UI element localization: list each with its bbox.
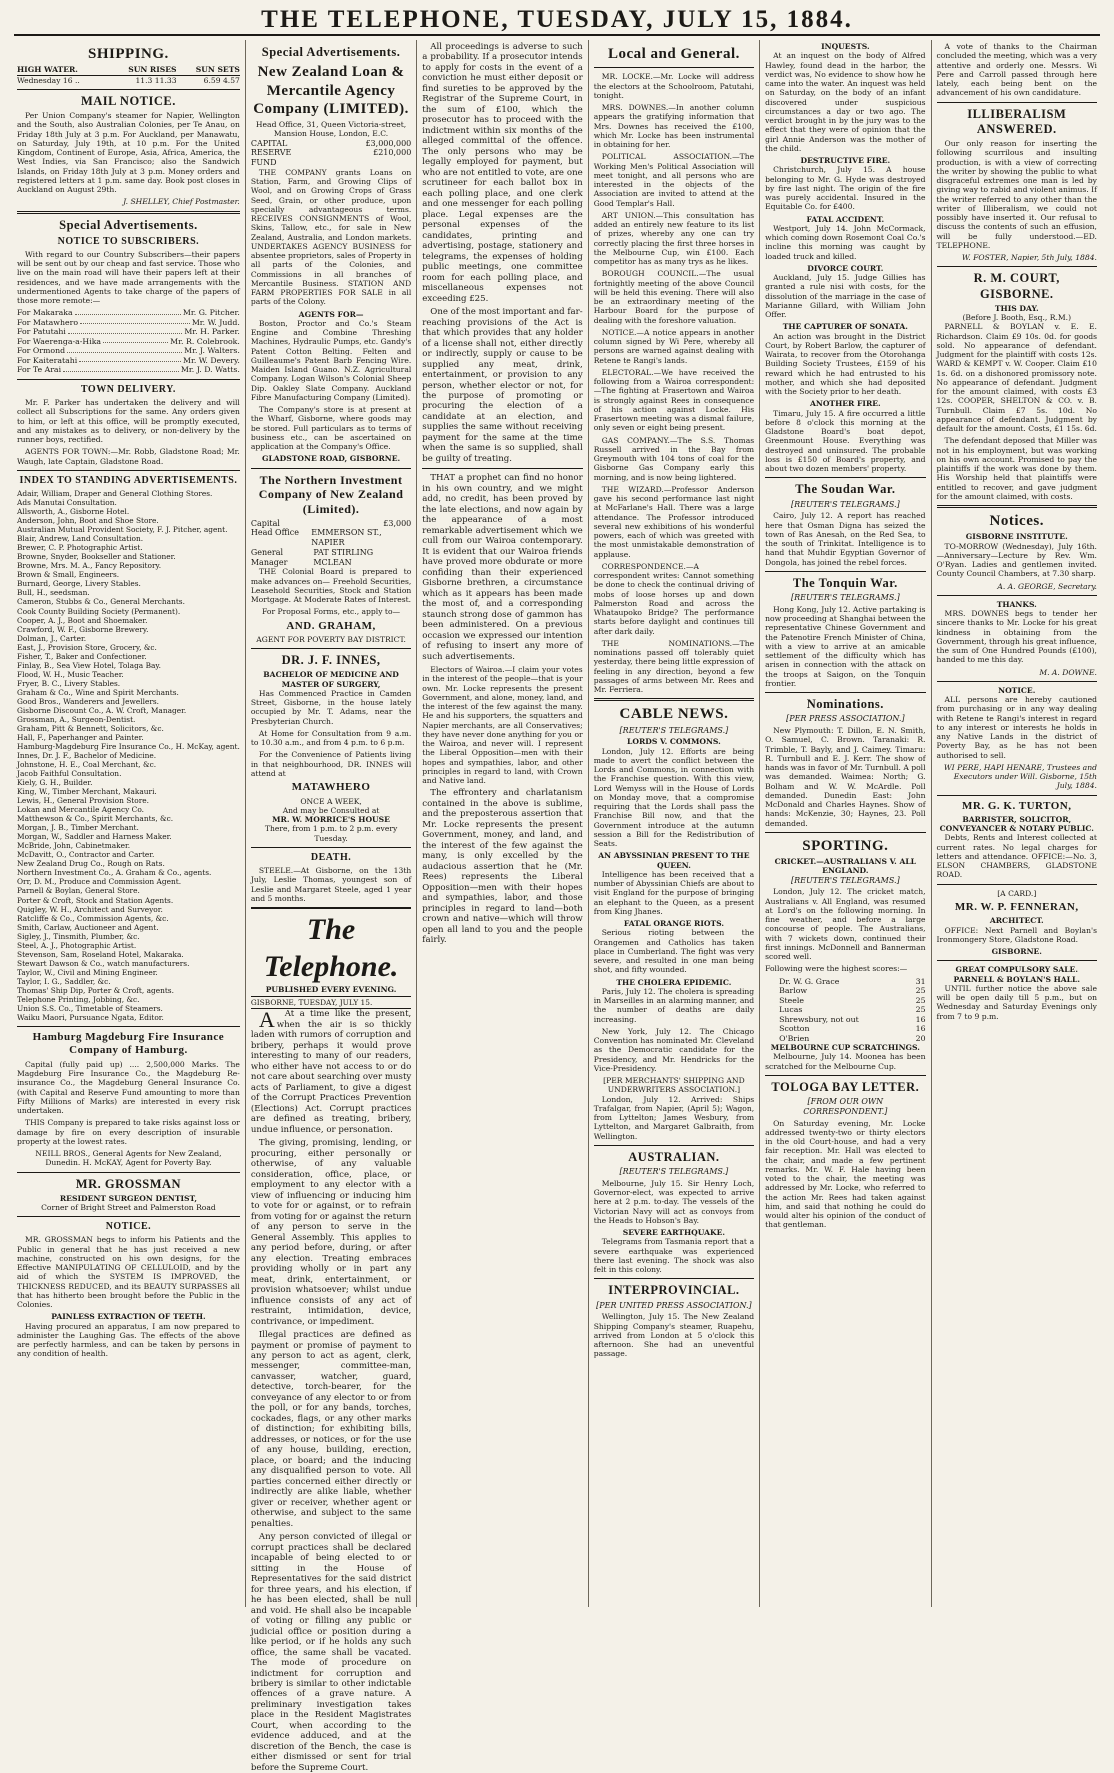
local-item: POLITICAL ASSOCIATION.—The Working Men's Political Association will meet tonight, and all persons who are interested in the objects of the Association are invited to attend at the Good Templar's Hall. xyxy=(593,152,755,208)
sale-subtitle: PARNELL & BOYLAN'S HALL. xyxy=(953,974,1081,984)
index-item: Blair, Andrew, Land Consultation. xyxy=(17,534,144,544)
divorce-text: Auckland, July 15. Judge Gillies has granted a rule nisi with costs, for the dissolution of the marriage in the case of Marianne Gillard, with William John Offer. xyxy=(765,273,926,319)
melbourne-cup-text: Melbourne, July 14. Moonea has been scratched for the Melbourne Cup. xyxy=(765,1052,926,1071)
inquests-text: At an inquest on the body of Alfred Hawley, found dead in the harbor, the verdict was, No evidence to show how he came into the water. An inquest was held on Saturday, on the body of an infant discovered under suspicious circumstances a day or two ago. The verdict brought in by the jury was to the effect that they were of opinion that the girl Annie Anderson was the mother of the child. xyxy=(765,51,926,153)
index-item: Jacob Faithful Consultation. xyxy=(17,769,122,779)
scores-heading: Following were the highest scores:— xyxy=(765,964,908,974)
index-item: Browne, Snyder, Bookseller and Stationer. xyxy=(17,552,176,562)
accident-heading: FATAL ACCIDENT. xyxy=(806,214,885,224)
index-item: Sigley, J., Tinsmith, Plumber, &c. xyxy=(17,931,140,941)
publication-date-text: GISBORNE, TUESDAY, JULY 15. xyxy=(250,998,373,1008)
fire-text: Christchurch, July 15. A house belonging to Mr. G. Hyde was destroyed by fire last night. The origin of the fire was purely accidental. Insured in the Equitable Co. for £400. xyxy=(765,165,926,212)
index-item: Steel, A. J., Photographic Artist. xyxy=(17,940,137,950)
mail-notice-text: Per Union Company's steamer for Napier, Wellington and the South, also Australian Colonies, per Te Anau, on Friday 18th July at 3 p.m. For Auckland, per Manawatu, on Saturday, July 19th, at 10 p.m. For the United Kingdom, Continent of Europe, Asia, Africa, America, the West Indies, via San Francisco; also the Sandwich Islands, on Friday 18th July at 3 p.m. Money orders and registered letters at 1 p.m. same day. Book post closes in Auckland on August 29th. xyxy=(17,111,240,195)
earthquake-heading: SEVERE EARTHQUAKE. xyxy=(622,1228,726,1238)
accident-text: Westport, July 14. John McCormack, which coming down Rosemont Coal Co.'s incline this morning was caught by loaded truck and killed. xyxy=(765,223,926,261)
page-columns xyxy=(12,40,1102,1773)
northern-investment-heading: The Northern Investment Company of New Zealand (Limited). xyxy=(258,472,404,516)
index-item: Gisborne Discount Co., A. W. Croft, Manager. xyxy=(17,705,187,715)
capturer-text: An action was brought in the District Court, by Robert Barlow, the capturer of Wairata, to recover from the Otorohanga Building Society Trustees, £159 of his reward which he had entrusted to his mother, and which she had deposited with the Society prior to her death. xyxy=(765,331,926,396)
fenneran-text: OFFICE: Next Parnell and Boylan's Ironmongery Store, Gladstone Road. xyxy=(936,925,1097,944)
institute-text: TO-MORROW (Wednesday), July 16th.—Anniversary—Lecture by Rev. Wm. O'Ryan. Ladies and gentlemen invited. County Council Chambers, at 7.30 sharp. xyxy=(936,541,1097,579)
list-item: For Kaiteratahi Mr. W. Devery. xyxy=(17,355,240,365)
innes-heading: DR. J. F. INNES, xyxy=(281,653,381,668)
index-item: Flood, W. H., Music Teacher. xyxy=(17,669,124,679)
leader-continuation: All proceedings is adverse to such a probability. If a prosecutor intends to apply for costs in the event of a conviction he must either deposit or find sureties to be approved by the Registrar of the Supreme Court, in the sum of £100, which the prosecutor has to proceed with the indictment within six months of the alleged committal of the offence. The only persons who may be legally employed for payment, but who are not entitled to vote, are one scrutineer for each ballot box in each polling place, and one clerk and one messenger for each polling place. Legal expenses are the personal expenses of the candidates, printing and advertising, postage, stationery and telegrams, the expenses of holding public meetings, one committee room for each polling place, and miscellaneous expenses not exceeding £25. xyxy=(422,42,583,304)
index-item: Matthewson & Co., Spirit Merchants, &c. xyxy=(17,814,174,824)
tides-label: HIGH WATER. xyxy=(17,65,107,75)
index-item: Graham & Co., Wine and Spirit Merchants. xyxy=(17,687,179,697)
newspaper-nameplate: The Telephone. xyxy=(251,907,411,985)
tologa-bay-heading: TOLOGA BAY LETTER. xyxy=(771,1079,920,1094)
score-row: Lucas 25 xyxy=(779,1005,926,1015)
nominations-source: [PER PRESS ASSOCIATION.] xyxy=(786,714,905,724)
earthquake-text: Telegrams from Tasmania report that a severe earthquake was experienced there last evening. The shock was also felt in this colony. xyxy=(593,1237,755,1275)
sporting-heading: SPORTING. xyxy=(802,837,889,854)
index-item: Innes, Dr. J. F., Bachelor of Medicine. xyxy=(17,751,157,761)
index-item: Cook County Building Society (Permanent). xyxy=(17,606,181,616)
cable-subhead: FATAL ORANGE RIOTS. xyxy=(623,919,725,929)
local-item: ART UNION.—This consultation has added an entirely new feature to its list of prizes, whereby any one can try correctly placing the first three horses in the Melbourne Cup, win £100. Each competitor has as many trys as he likes. xyxy=(593,210,755,267)
local-item: NOTICE.—A notice appears in another column signed by Wi Pere, whereby all persons are warned against dealing with Retene te Rangi's lands. xyxy=(593,327,755,365)
turton-subtitle: BARRISTER, SOLICITOR, CONVEYANCER & NOTARY PUBLIC. xyxy=(939,814,1094,834)
turton-text: Debts, Rents and Interest collected at current rates. No legal charges for letters and attendance. OFFICE:—No. 3, ELSON CHAMBERS, GLADSTONE ROAD. xyxy=(936,833,1097,880)
fenneran-heading: MR. W. P. FENNERAN, xyxy=(954,900,1079,913)
innes-text-2: For the Convenience of Patients living in that neighbourhood, DR. INNES will attend at xyxy=(250,750,412,778)
illiberalism-heading: ILLIBERALISM ANSWERED. xyxy=(967,106,1067,136)
grossman-notice-text: MR. GROSSMAN begs to inform his Patients and the Public in general that he has just received a new machine, constructed on his own designs, for the Effective MANIPULATING OF CELLULOID, and by the aid of which the SYSTEM IS IMPROVED, the THICKNESS REDUCED, and its BEAUTY SURPASSES all that has hitherto been brought before the Public in the Colonies. xyxy=(17,1235,240,1310)
thanks-signature: M. A. DOWNE. xyxy=(1039,667,1097,677)
index-item: Good Bros., Wanderers and Jewellers. xyxy=(17,696,160,706)
list-item: For Patutahi Mr. H. Parker. xyxy=(17,327,240,337)
list-item: For Te Arai Mr. J. D. Watts. xyxy=(17,365,240,375)
death-text: STEELE.—At Gisborne, on the 13th July, Leslie Thomas, youngest son of Leslie and Margaret Steele, aged 1 year and 5 months. xyxy=(250,866,412,903)
local-item: ELECTORAL.—We have received the following from a Wairoa correspondent:—The fighting at Frasertown and Wairoa is strongly against Rees in consequence of his action against Locke. His Frasertown meeting was a dismal failure, only seven or eight being present. xyxy=(593,367,755,433)
tonquin-text: Hong Kong, July 12. Active partaking is now proceeding at Shanghai between the representative Chinese Government and the Patenotire French Minister of China, with a view to arrive at an amicable settlement of the difficulty which has arisen in connection with the attack on the troops at Saigon, on the Tonquin frontier. xyxy=(765,604,926,688)
index-item: Kiely, G. H., Builder. xyxy=(17,778,93,788)
local-item: THE WIZARD.—Professor Anderson gave his second performance last night at McFarlane's Hall. There was a large attendance. The Professor introduced several new exhibitions of his wonderful powers, each of which was greeted with the most unmistakable demonstration of applause. xyxy=(593,484,755,559)
table-cell: 11.3 11.33 xyxy=(135,75,177,85)
innes-frequency: ONCE A WEEK, xyxy=(300,796,362,806)
northern-contact: For Proposal Forms, etc., apply to— xyxy=(262,607,401,617)
index-item: Thomas' Ship Dip, Porter & Croft, agents. xyxy=(17,985,174,995)
index-item: Allsworth, A., Gisborne Hotel. xyxy=(17,507,130,517)
subscribers-notice-heading: NOTICE TO SUBSCRIBERS. xyxy=(57,235,200,247)
interprovincial-source: [PER UNITED PRESS ASSOCIATION.] xyxy=(596,1300,752,1310)
index-item: Ratcliffe & Co., Commission Agents, &c. xyxy=(17,913,169,923)
hamburg-insurance-signature: NEILL BROS., General Agents for New Zealand, Dunedin. H. McKAY, Agent for Poverty Bay. xyxy=(35,1149,222,1168)
local-item: THE NOMINATIONS.—The nominations passed off tolerably quiet yesterday, there being little expression of feeling in any direction, beyond a few passages of arms between Mr. Rees and Mr. Ferriera. xyxy=(593,638,755,695)
index-item: Burnard, George, Livery Stables. xyxy=(17,579,141,589)
tologa-bay-text: On Saturday evening, Mr. Locke addressed twenty-two or thirty electors in the old Court-house, and had a very fair reception. Mr. Hall was elected to the chair, and made a few pertinent remarks. Mr. W. F. Hale having been voted to the chair, the meeting was addressed by Mr. Locke, who referred to the action Mr. Rees had taken against him, and said that nothing he could do would alter his opinion of the conduct of that gentleman. xyxy=(765,1118,926,1230)
index-item: Morgan, W., Saddler and Harness Maker. xyxy=(17,832,172,842)
innes-subtitle: BACHELOR OF MEDICINE AND MASTER OF SURGERY, xyxy=(263,670,399,689)
melbourne-cup-heading: MELBOURNE CUP SCRATCHINGS. xyxy=(770,1043,920,1053)
shipping-heading: SHIPPING. xyxy=(88,46,169,62)
court-day: THIS DAY. xyxy=(994,303,1039,313)
innes-hours: At Home for Consultation from 9 a.m. to 10.30 a.m., and from 4 p.m. to 6 p.m. xyxy=(250,728,412,748)
mail-notice-signature: J. SHELLEY, Chief Postmaster. xyxy=(123,197,240,207)
tologa-bay-source: [FROM OUR OWN CORRESPONDENT.] xyxy=(803,1097,888,1116)
grossman-notice-heading: NOTICE. xyxy=(105,1221,152,1233)
grossman-address: Corner of Bright Street and Palmerston Road xyxy=(41,1203,216,1213)
inquests-heading: INQUESTS. xyxy=(821,42,870,51)
index-item: Hall, F., Paperhanger and Painter. xyxy=(17,732,144,742)
soudan-text: Cairo, July 12. A report has reached here that Osman Digna has seized the town of Ras Anesah, on the Red Sea, to the south of Trinkitat. Intelligence is to hand that Muhdir Egyptian Governor of Dongola, has joined the rebel forces. xyxy=(765,511,926,567)
cable-item: London, July 12. Arrived: Ships Trafalgar, from Napier, (April 5); Wagon, from Lyttelton; James Wesbury, from Lyttelton, and Margaret Galbraith, from Wellington. xyxy=(593,1094,755,1141)
leader-paragraph: A At a time like the present, when the air is so thickly laden with rumors of corruption and bribery, perhaps it would prove interesting to many of our readers, who either have not access to or do not care about searching over musty acts of Parliament, to give a digest of the Corrupt Practices Prevention (Elections) Act. Corrupt practices are defined as treating, bribery, undue influence, or personation. xyxy=(250,1007,412,1135)
cable-item: Intelligence has been received that a number of Abyssinian Chiefs are about to visit England for the purpose of bringing an elephant to the Queen, as a present from King Jhanes. xyxy=(593,869,755,916)
hamburg-insurance-text-2: THIS Company is prepared to take risks against loss or damage by fire on every description of insurable property at the lowest rates. xyxy=(17,1118,240,1146)
illiberalism-text: Our only reason for inserting the following scurrilous and insulting production, is with a view of correcting the writer by showing the public to what disgraceful extremes one man is led by giving way to rabid and violent animus. If the writer referred to any other than the writer of Illiberalism, we could not possibly have inserted it. Our refusal to discuss the contents of such an effusion, will be fully understood.—ED. TELEPHONE. xyxy=(936,139,1097,250)
sporting-source: [REUTER'S TELEGRAMS.] xyxy=(790,875,900,885)
cable-item: London, July 12. Efforts are being made to avert the conflict between the Lords and Commons, in connection with the Franchise question. With this view, Lord Wemyss will in the House of Lords on Monday move, that a compromise requiring that the Lords shall pass the Franchise Bill now, and that the Government introduce at the autumn session a Bill for the Redistribution of Seats. xyxy=(593,746,755,849)
northern-agent-role: AGENT FOR POVERTY BAY DISTRICT. xyxy=(256,634,406,644)
australian-item: Melbourne, July 15. Sir Henry Loch, Governor-elect, was expected to arrive here at 2 p.m. to-day. The vessels of the Victorian Navy will act as convoys from the Heads to Hobson's Bay. xyxy=(593,1178,755,1225)
northern-row: General Manager PAT STIRLING MCLEAN xyxy=(250,547,374,567)
australian-heading: AUSTRALIAN. xyxy=(628,1149,720,1164)
second-leader: THAT a prophet can find no honor in his own country, and we might add, no credit, has been proved by the late elections, and now again by the appearance of a most remarkable advertisement which we cull from our Wairoa contemporary. It is evident that our Wairoa friends have proved more obdurate or more confiding than their experienced Gisborne brethren, a circumstance which as it appears has been made the most of, and a corresponding staunch strong dose of gammon has been administered. On a previous occasion we expressed our intention of refusing to insert any more of such advertisements. xyxy=(422,473,583,662)
leader-paragraph: The giving, promising, lending, or procuring, either personally or otherwise, of any valuable consideration, office, place, or employment to any elector with a view of influencing or inducing him to vote for or against, or to refrain from voting for or against the return of any person to serve in the General Assembly. This applies to any period before, during, or after any election. Treating embraces providing wholly or in part any meat, drink, entertainment, or provision whatsoever; whilst undue influence consists of any act of restraint, intimidation, device, contrivance, or impediment. xyxy=(250,1138,412,1327)
australian-source: [REUTER'S TELEGRAMS.] xyxy=(619,1167,729,1177)
score-row: Steele 25 xyxy=(779,995,926,1005)
score-row: O'Brien 20 xyxy=(779,1033,926,1043)
soudan-heading: The Soudan War. xyxy=(795,482,896,497)
court-text: PARNELL & BOYLAN v. E. E. Richardson. Claim £9 10s. 0d. for goods sold. No appearance of defendant. Judgment for the plaintiff with costs 12s. WARD & KEMPT v. W. Cooper. Claim £10 1s. 6d. on a dishonored promissory note. No appearance of defendant. Judgment for the amount claimed, with costs £3 12s. COOPER, SHELTON & CO. v. B. Turnbull. Claim £7 5s. 10d. No appearance of defendant. Judgment by default for the amount. Costs, £1 15s. 6d. xyxy=(936,322,1097,433)
innes-place: MATAWHERO xyxy=(291,781,371,794)
institute-signature: A. A. GEORGE, Secretary. xyxy=(997,581,1097,591)
thanks-heading: THANKS. xyxy=(996,599,1037,609)
turton-heading: MR. G. K. TURTON, xyxy=(962,799,1072,812)
index-item: Bull, H., seedsman. xyxy=(17,588,90,598)
tonquin-source: [REUTER'S TELEGRAMS.] xyxy=(790,593,900,602)
table-row xyxy=(17,75,240,85)
another-fire-text: Timaru, July 15. A fire occurred a little before 8 o'clock this morning at the Gladstone Board's boat depot, Greenmount House. Everything was destroyed and uninsured. The probable loss is £150 of Board's property, and about two dozen members' property. xyxy=(765,408,926,473)
agents-for-heading: AGENTS FOR— xyxy=(298,309,364,319)
index-item: Ads Manutai Consultation. xyxy=(17,498,117,508)
local-item: GAS COMPANY.—The S.S. Thomas Russell arrived in the Bay from Greymouth with 104 tons of coal for the Gisborne Gas Company early this morning, and is now being lightered. xyxy=(593,435,755,482)
loan-agency-office: Head Office, 31, Queen Victoria-street, Mansion House, London, E.C. xyxy=(255,120,407,139)
quoted-advertisement: Electors of Wairoa.—I claim your votes in the interest of the people—that is your own. Mr. Locke represents the present Government, and alone, money, land, and the interest of the few against the many. He and his supporters, the squatters and Napier merchants, are all Conservatives; they have never done anything for you or the Wairoa, and never will. I represent the Liberal Opposition—men with their hopes and sympathies, labor, and other principles in regard to land, with Crown and Native land. xyxy=(422,665,583,786)
cable-subhead: [PER MERCHANTS' SHIPPING AND UNDERWRITERS ASSOCIATION.] xyxy=(603,1076,745,1095)
index-item: Cameron, Stubbs & Co., General Merchants. xyxy=(17,597,185,607)
special-ads-heading: Special Advertisements. xyxy=(59,217,198,232)
nominations-heading: Nominations. xyxy=(806,697,884,711)
institute-heading: GISBORNE INSTITUTE. xyxy=(965,532,1068,542)
court-before: (Before J. Booth, Esq., R.M.) xyxy=(962,313,1072,322)
second-leader: The effrontery and charlatanism contained in the above is sublime, and the preposterous assertion that Mr. Locke represents the present Government, money, and land, and the interest of the few against the many, is only excelled by the audacious assertion that he (Mr. Rees) represents the Liberal Opposition—men with their hopes and sympathies, labor, and those principles in regard to land—both crown and native—which will throw open all land to you and the people fairly. xyxy=(422,788,583,946)
index-item: Union S.S. Co., Timetable of Steamers. xyxy=(17,1003,163,1013)
court-text-2: The defendant deposed that Miller was not in his employment, but was working on his own account. Promised to pay the plaintiffs if the work was done by them. His Worship held that plaintiffs were entitled to recover, and gave judgment for the amount claimed, with costs. xyxy=(936,436,1097,501)
index-item: Lewis, H., General Provision Store. xyxy=(17,796,149,806)
index-item: Dolman, J., Carter. xyxy=(17,633,87,643)
index-item: Taylor, W., Civil and Mining Engineer. xyxy=(17,967,158,977)
index-item: Quigley, W. H., Architect and Surveyor. xyxy=(17,904,163,914)
drop-cap: A xyxy=(258,1007,275,1033)
innes-time: There, from 1 p.m. to 2 p.m. every Tuesday. xyxy=(264,824,398,843)
index-item: Stewart Dawson & Co., watch manufacturers. xyxy=(17,958,190,968)
index-item: Anderson, John, Boot and Shoe Store. xyxy=(17,516,159,526)
column-6 xyxy=(932,40,1102,1607)
list-item: For Ormond Mr. J. Walters. xyxy=(17,346,240,356)
index-item: McDavitt, O., Contractor and Carter. xyxy=(17,850,155,860)
index-item: Parnell & Boylan, General Store. xyxy=(17,886,140,896)
thanks-text: MRS. DOWNES begs to tender her sincere thanks to Mr. Locke for his great kindness in obtaining from the Government, through his great influence, the sum of One Hundred Pounds (£100), handed to me this day. xyxy=(936,609,1097,665)
leader-paragraph: Any person convicted of illegal or corrupt practices shall be declared incapable of being elected to or sitting in the House of Representatives for the said district for three years, and his election, if he has been elected, shall be null and void. He shall also be incapable of voting or filling any public or judicial office or position during a like period, or if he holds any such office, the same shall be vacated. The mode of procedure on indictment for corruption and bribery is similar to other indictable offences of a grave nature. A preliminary investigation takes place in the Resident Magistrates Court, when according to the evidence adduced, and at the discretion of the Bench, the case is either dismissed or sent for trial before the Supreme Court. xyxy=(250,1532,412,1773)
index-item: Brown & Small, Engineers. xyxy=(17,570,120,580)
index-item: Crawford, W. F., Gisborne Brewery. xyxy=(17,624,149,634)
tides-table xyxy=(17,65,240,85)
list-item: For Matawhero Mr. W. Judd. xyxy=(17,317,240,327)
capturer-heading: THE CAPTURER OF SONATA. xyxy=(782,322,908,332)
column-3 xyxy=(417,40,588,1607)
publication-date xyxy=(251,996,411,1009)
score-row: Dr. W. G. Grace 31 xyxy=(779,976,926,986)
innes-text-3: And may be Consulted at xyxy=(282,805,380,815)
leader-continuation: One of the most important and far-reaching provisions of the Act is that which provides that any holder of a license shall not, either directly or indirectly, supply or cause to be supplied any meat, drink, entertainment, or provision to any person, whether elector or not, for the purpose of promoting or procuring the election of a candidate at an election, and supplies the same without receiving payment for the same at the time when the same is so supplied, shall be guilty of treating. xyxy=(422,307,583,464)
caution-heading: NOTICE. xyxy=(998,685,1036,695)
fire-heading: DESTRUCTIVE FIRE. xyxy=(800,156,891,165)
death-heading: DEATH. xyxy=(310,851,352,863)
tonquin-heading: The Tonquin War. xyxy=(792,575,898,590)
special-ads-heading-2: Special Advertisements. xyxy=(261,45,401,59)
cable-subhead: THE CHOLERA EPIDEMIC. xyxy=(616,977,732,987)
index-item: Adair, William, Draper and General Clothing Stores. xyxy=(17,489,213,499)
index-item: Porter & Croft, Stock and Station Agents. xyxy=(17,895,174,905)
loan-capital: CAPITAL £3,000,000 xyxy=(250,138,412,148)
index-item: Lokan and Mercantile Agency Co. xyxy=(17,805,144,815)
local-item: CORRESPONDENCE.—A correspondent writes: Cannot something be done to check the continual driving of mobs of loose horses up and down Palmerston Road and across the Whataupoko Bridge? The performance starts before daylight and continues till after dark daily. xyxy=(593,561,755,636)
advertisement-index xyxy=(17,489,240,1022)
cable-news-source: [REUTER'S TELEGRAMS.] xyxy=(619,725,729,735)
index-item: Brewer, C. P. Photographic Artist. xyxy=(17,543,143,553)
painless-heading: PAINLESS EXTRACTION OF TEETH. xyxy=(51,1312,206,1322)
index-item: Waiku Maori, Pursuance Ngata, Editor. xyxy=(17,1012,164,1022)
caution-signature: WI PERE, HAPI HENARE, Trustees and Executors under Will. Gisborne, 15th July, 1884. xyxy=(943,762,1097,791)
masthead xyxy=(14,6,1100,36)
index-item: Morgan, J. B., Timber Merchant. xyxy=(17,823,139,833)
cable-subhead: AN ABYSSINIAN PRESENT TO THE QUEEN. xyxy=(598,851,750,870)
index-item: Cooper, A. J., Boot and Shoemaker. xyxy=(17,615,148,625)
score-row: Scotton 16 xyxy=(779,1024,926,1034)
cable-item: New York, July 12. The Chicago Convention has nominated Mr. Cleveland as the Democratic candidate for the Presidency, and Mr. Hendricks for the Vice-Presidency. xyxy=(593,1026,755,1073)
index-item: Orr, D. M., Produce and Commission Agent. xyxy=(17,877,182,887)
mail-notice-heading: MAIL NOTICE. xyxy=(80,93,176,108)
town-delivery-text: Mr. F. Parker has undertaken the delivery and will collect all Subscriptions for the same. Any orders given to him, or left at this office, will be promptly executed, and any mistakes as to delivery, or non-delivery by the runner boys, rectified. xyxy=(17,398,240,445)
grossman-heading: MR. GROSSMAN xyxy=(75,1176,182,1191)
agents-for-list: Boston, Proctor and Co.'s Steam Engine and Combine Threshing Machines, Hydraulic Pumps, etc. Gandy's Patent Cotton Belting. Felten and Guilleaume's Patent Barb Fencing Wire. Maiden Island Guano. N.Z. Agricultural Company. Logan Wilson's Colonial Sheep Dip. Oakley Slate Company. Auckland Fibre Manufacturing Company (Limited). xyxy=(250,318,412,402)
index-item: Australian Mutual Provident Society, F. J. Pitcher, agent. xyxy=(17,525,228,535)
innes-text: Has Commenced Practice in Camden Street, Gisborne, in the house lately occupied by Mr. T. Adams, near the Presbyterian Church. xyxy=(250,688,412,726)
index-item: Grossman, A., Surgeon-Dentist. xyxy=(17,714,136,724)
interprovincial-item: Wellington, July 15. The New Zealand Shipping Company's steamer, Ruapehu, arrived from London at 5 o'clock this afternoon. She had an uneventful passage. xyxy=(593,1312,755,1359)
local-item: MR. LOCKE.—Mr. Locke will address the electors at the Schoolroom, Patutahi, tonight. xyxy=(593,72,755,100)
sale-text: UNTIL further notice the above sale will be open daily till 5 p.m., but on Wednesday and Saturday Evenings only from 7 to 9 p.m. xyxy=(936,983,1097,1021)
sale-heading: GREAT COMPULSORY SALE. xyxy=(955,965,1078,975)
index-item: Fryer, B. C., Livery Stables. xyxy=(17,678,121,688)
northern-row: Capital £3,000 xyxy=(250,518,412,528)
card-label: [A CARD.] xyxy=(997,888,1037,898)
town-delivery-heading: TOWN DELIVERY. xyxy=(80,383,176,395)
table-cell: Wednesday 16 .. xyxy=(17,75,80,85)
court-heading: R. M. COURT, GISBORNE. xyxy=(973,271,1060,301)
cable-item: Serious rioting between the Orangemen and Catholics has taken place in Cumberland. The fight was very severe, and resulted in one man being shot, and fifty wounded. xyxy=(593,928,755,975)
score-row: Barlow 25 xyxy=(779,986,926,996)
northern-row: Head Office EMMERSON ST., NAPIER xyxy=(250,528,382,548)
vote-of-thanks-text: A vote of thanks to the Chairman concluded the meeting, which was a very attentive and orderly one. Messrs. Wi Pere and Carroll passed through here lately, each being bent on the advancement of his own candidature. xyxy=(936,42,1097,98)
column-2 xyxy=(246,40,417,1773)
index-heading: INDEX TO STANDING ADVERTISEMENTS. xyxy=(19,474,238,486)
interprovincial-heading: INTERPROVINCIAL. xyxy=(608,1283,740,1298)
hamburg-insurance-text: Capital (fully paid up) .... 2,500,000 Marks. The Magdeburg Fire Insurance Co., the Magdeburg Re-insurance Co., the Magdeburg General Insurance Co. (with Capital and Reserve Fund amounting to more than Fifty Millions of Marks) are interested in every risk undertaken. xyxy=(17,1059,240,1116)
index-item: Browne, Mrs. M. A., Fancy Repository. xyxy=(17,561,162,571)
index-item: New Zealand Drug Co., Rough on Rats. xyxy=(17,859,165,869)
northern-investment-text: THE Colonial Board is prepared to make advances on— Freehold Securities, Leasehold Securities, Stock and Station Mortgage. At Moderate Rates of Interest. xyxy=(250,567,412,605)
list-item: For Waerenga-a-Hika Mr. R. Colebrook. xyxy=(17,336,240,346)
index-item: Finlay, B., Sea View Hotel, Tolaga Bay. xyxy=(17,660,161,670)
fenneran-place: GISBORNE. xyxy=(991,947,1042,957)
score-row: Shrewsbury, not out 16 xyxy=(779,1014,926,1024)
list-item: For Makaraka Mr. G. Pitcher. xyxy=(17,308,240,318)
index-item: Northern Investment Co., A. Graham & Co., agents. xyxy=(17,868,212,878)
cable-news-heading: CABLE NEWS. xyxy=(619,706,729,723)
index-item: Graham, Pitt & Bennett, Solicitors, &c. xyxy=(17,723,164,733)
local-item: MRS. DOWNES.—In another column appears the gratifying information that Mrs. Downes has received the £100, which Mr. Locke has been instrumental in obtaining for her. xyxy=(593,103,755,150)
grossman-subtitle: RESIDENT SURGEON DENTIST, xyxy=(59,1193,197,1203)
sporting-text: London, July 12. The cricket match, Australians v. All England, was resumed at Lord's on the following morning. In fine weather, and before a large concourse of people. The Australians, with 7 wickets down, continued their first innings. McDonnell and Bannerman scored well. xyxy=(765,887,926,962)
town-agents-text: AGENTS FOR TOWN:—Mr. Robb, Gladstone Road; Mr. Waugh, late Captain, Gladstone Road. xyxy=(17,447,240,466)
cable-subhead: LORDS V. COMMONS. xyxy=(627,737,721,747)
cable-item: Paris, July 12. The cholera is spreading in Marseilles in an alarming manner, and the number of deaths are daily increasing. xyxy=(593,986,755,1024)
index-item: Fisher, T., Baker and Confectioner. xyxy=(17,651,147,661)
column-4 xyxy=(589,40,760,1607)
leader-paragraph: Illegal practices are defined as payment or promise of payment to any person to act as agent, clerk, messenger, committee-man, canvasser, watcher, guard, detective, torch-bearer, for the conveyance of any elector to or from the poll, or for any bands, torches, cockades, flags, or any other marks of distinction; for exhibiting bills, addresses, or notices, or for the use of any house, building, erection, place, or board; and the inducing any disqualified person to vote. All parties concerned either directly or indirectly are alike liable, whether giver or receiver, whether agent or otherwise, and subject to the same penalties. xyxy=(250,1330,412,1529)
table-cell: 6.59 4.57 xyxy=(203,75,240,85)
index-item: McBride, John, Cabinetmaker. xyxy=(17,841,131,851)
fenneran-subtitle: ARCHITECT. xyxy=(989,916,1044,926)
another-fire-heading: ANOTHER FIRE. xyxy=(809,399,881,409)
local-general-heading: Local and General. xyxy=(607,46,740,62)
sporting-subhead: CRICKET.—AUSTRALIANS V. ALL ENGLAND. xyxy=(774,857,917,876)
northern-agent-name: AND. GRAHAM, xyxy=(286,619,376,632)
loan-agency-heading: New Zealand Loan & Mercantile Agency Company (LIMITED). xyxy=(253,64,409,117)
local-item: BOROUGH COUNCIL.—The usual fortnightly meeting of the above Council will be held this evening. There will also be an extraordinary meeting of the Harbour Board for the purpose of dealing with the foreshore valuation. xyxy=(593,269,755,325)
newspaper-dateline: THE TELEPHONE, TUESDAY, JULY 15, 1884. xyxy=(261,5,853,33)
divorce-heading: DIVORCE COURT. xyxy=(807,263,884,273)
subscribers-notice-text: With regard to our Country Subscribers—their papers will be sent out by our cheap and fast service. Those who live on the main road will have their papers left at their residences, and we have made arrangements with the undermentioned Agents to take charge of the papers of those more remote:— xyxy=(17,249,240,306)
loan-reserve: RESERVE FUND £210,000 xyxy=(250,148,412,168)
nominations-text: New Plymouth: T. Dillon, E. N. Smith, O. Samuel, C. Brown. Taranaki: R. Trimble, T. Bayly, and J. Caimey. Timaru: R. Turnbull and E. J. Kerr. The show of hands was in favor of Mr. Turnbull. A poll was demanded. Waimea: North; G. Bolham and W. W. McArdle. Poll demanded. Dunedin East: John McDonald and Charles Haynes. Show of hands: McKenzie, 30; Haynes, 23. Poll demanded. xyxy=(765,726,926,828)
index-item: East, J., Provision Store, Grocery, &c. xyxy=(17,642,157,652)
agents-list xyxy=(17,308,240,375)
loan-address: GLADSTONE ROAD, GISBORNE. xyxy=(261,454,401,464)
index-item: Hamburg-Magdeburg Fire Insurance Co., H. McKay, agent. xyxy=(17,741,240,751)
index-item: Telephone Printing, Jobbing, &c. xyxy=(17,994,140,1004)
innes-house: MR. W. MORRICE'S HOUSE xyxy=(272,815,390,825)
index-item: Taylor, I. G., Saddler, &c. xyxy=(17,976,111,986)
column-5 xyxy=(760,40,931,1607)
tides-header: SUN RISES xyxy=(107,65,176,75)
hamburg-insurance-heading: Hamburg Magdeburg Fire Insurance Company of Hamburg. xyxy=(32,1030,225,1057)
index-item: Stevenson, Sam, Roseland Hotel, Makaraka. xyxy=(17,949,184,959)
loan-agency-text: THE COMPANY grants Loans on Station, Farm, and Growing Clips of Wool, and on Growing Crops of Grass Seed, Grain, or other produce, upon specially advantageous terms. RECEIVES CONSIGNMENTS of Wool, Skins, Tallow, etc., for sale in New Zealand, Australia, and London markets. UNDERTAKES AGENCY BUSINESS for absentee proprietors, sales of Property in all parts of the Colonies, and Commissions in all branches of Mercantile Business. STATION AND FARM PROPERTIES FOR SALE in all parts of the Colony. xyxy=(250,167,412,307)
painless-text: Having procured an apparatus, I am now prepared to administer the Laughing Gas. The effects of the above are perfectly harmless, and can be taken by persons in any condition of health. xyxy=(17,1321,240,1359)
soudan-source: [REUTER'S TELEGRAMS.] xyxy=(790,499,900,509)
index-item: Smith, Carlaw, Auctioneer and Agent. xyxy=(17,922,159,932)
notices-heading: Notices. xyxy=(989,513,1044,529)
index-item: Johnstone, H. E., Coal Merchant, &c. xyxy=(17,760,157,770)
tides-header: SUN SETS xyxy=(177,65,240,75)
published-line: PUBLISHED EVERY EVENING. xyxy=(265,985,397,995)
index-item: King, W., Timber Merchant, Makauri. xyxy=(17,787,157,797)
caution-text: ALL persons are hereby cautioned from purchasing or in any way dealing with Retene te Rangi's interest in regard to any interest or interests he holds in any Native Lands in the district of Poverty Bay, as he has not been authorised to sell. xyxy=(936,695,1097,760)
column-1 xyxy=(12,40,246,1607)
illiberalism-signature: W. FOSTER, Napier, 5th July, 1884. xyxy=(961,253,1097,262)
loan-store-text: The Company's store is at present at the Wharf, Gisborne, where goods may be stored. Full particulars as to terms of business etc., can be ascertained on application at the Company's Office. xyxy=(250,405,412,452)
